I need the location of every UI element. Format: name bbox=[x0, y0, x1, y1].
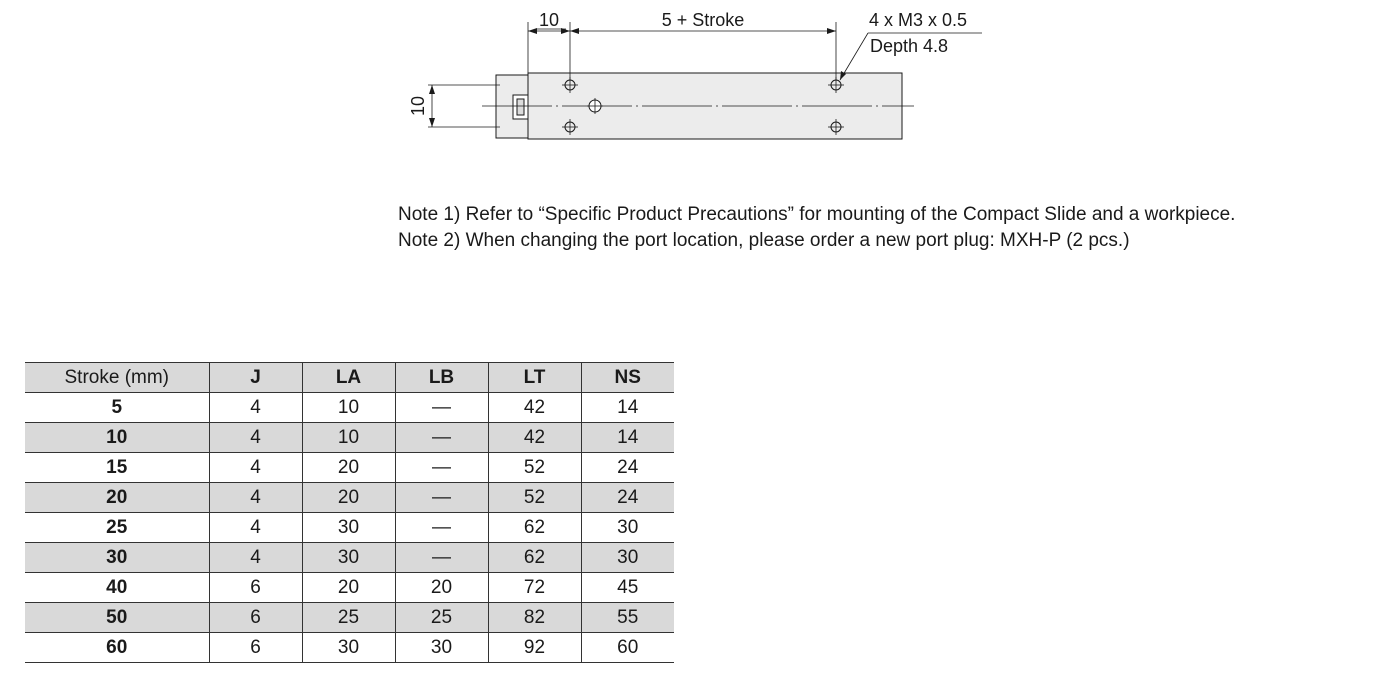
cell-stroke: 15 bbox=[25, 453, 209, 483]
table-header-row bbox=[25, 363, 674, 393]
cell-ns: 55 bbox=[581, 603, 674, 633]
cell-ns: 45 bbox=[581, 573, 674, 603]
table-row bbox=[25, 573, 674, 603]
cell-lb: — bbox=[395, 393, 488, 423]
cell-j: 4 bbox=[209, 483, 302, 513]
cell-stroke: 25 bbox=[25, 513, 209, 543]
technical-drawing bbox=[0, 0, 1400, 200]
header-ns: NS bbox=[581, 363, 674, 393]
cell-stroke: 20 bbox=[25, 483, 209, 513]
cell-stroke: 5 bbox=[25, 393, 209, 423]
header-lb: LB bbox=[395, 363, 488, 393]
cell-stroke: 60 bbox=[25, 633, 209, 663]
header-lt: LT bbox=[488, 363, 581, 393]
cell-lt: 62 bbox=[488, 543, 581, 573]
cell-lb: — bbox=[395, 423, 488, 453]
dimensions-table bbox=[25, 362, 674, 663]
cell-j: 4 bbox=[209, 393, 302, 423]
note-2: Note 2) When changing the port location, please order a new port plug: MXH-P (2 pcs.) bbox=[398, 230, 1130, 251]
cell-j: 4 bbox=[209, 423, 302, 453]
cell-la: 30 bbox=[302, 633, 395, 663]
cell-lt: 62 bbox=[488, 513, 581, 543]
cell-ns: 14 bbox=[581, 393, 674, 423]
table-row bbox=[25, 513, 674, 543]
cell-lb: 20 bbox=[395, 573, 488, 603]
cell-j: 4 bbox=[209, 453, 302, 483]
cell-lb: 25 bbox=[395, 603, 488, 633]
cell-stroke: 30 bbox=[25, 543, 209, 573]
cell-ns: 30 bbox=[581, 543, 674, 573]
cell-lt: 52 bbox=[488, 483, 581, 513]
cell-j: 6 bbox=[209, 603, 302, 633]
table-row bbox=[25, 393, 674, 423]
table-row bbox=[25, 483, 674, 513]
header-j: J bbox=[209, 363, 302, 393]
cell-ns: 14 bbox=[581, 423, 674, 453]
cell-j: 4 bbox=[209, 513, 302, 543]
cell-lt: 42 bbox=[488, 393, 581, 423]
cell-lb: — bbox=[395, 483, 488, 513]
cell-lt: 92 bbox=[488, 633, 581, 663]
header-la: LA bbox=[302, 363, 395, 393]
cell-la: 10 bbox=[302, 423, 395, 453]
stopper-inner bbox=[517, 99, 524, 115]
cell-la: 30 bbox=[302, 513, 395, 543]
cell-lt: 42 bbox=[488, 423, 581, 453]
table-row bbox=[25, 633, 674, 663]
cell-stroke: 40 bbox=[25, 573, 209, 603]
cell-lt: 52 bbox=[488, 453, 581, 483]
table-row bbox=[25, 603, 674, 633]
cell-lb: — bbox=[395, 543, 488, 573]
dim-offset-label: 10 bbox=[538, 10, 560, 30]
table-row bbox=[25, 423, 674, 453]
cell-la: 20 bbox=[302, 573, 395, 603]
cell-la: 30 bbox=[302, 543, 395, 573]
header-stroke: Stroke (mm) bbox=[25, 363, 209, 393]
cell-lt: 72 bbox=[488, 573, 581, 603]
cell-la: 25 bbox=[302, 603, 395, 633]
cell-j: 4 bbox=[209, 543, 302, 573]
cell-stroke: 50 bbox=[25, 603, 209, 633]
dim-height-label: 10 bbox=[408, 95, 428, 117]
cell-ns: 30 bbox=[581, 513, 674, 543]
cell-lb: — bbox=[395, 513, 488, 543]
dim-stroke-label: 5 + Stroke bbox=[661, 10, 745, 30]
table-row bbox=[25, 543, 674, 573]
cell-ns: 60 bbox=[581, 633, 674, 663]
cell-stroke: 10 bbox=[25, 423, 209, 453]
cell-la: 20 bbox=[302, 483, 395, 513]
note-1: Note 1) Refer to “Specific Product Precautions” for mounting of the Compact Slide and a workpiece. bbox=[398, 204, 1236, 225]
thread-spec-label: 4 x M3 x 0.5 bbox=[869, 10, 968, 30]
cell-lb: 30 bbox=[395, 633, 488, 663]
cell-j: 6 bbox=[209, 633, 302, 663]
cell-la: 20 bbox=[302, 453, 395, 483]
cell-j: 6 bbox=[209, 573, 302, 603]
cell-ns: 24 bbox=[581, 483, 674, 513]
table-row bbox=[25, 453, 674, 483]
cell-la: 10 bbox=[302, 393, 395, 423]
thread-depth-label: Depth 4.8 bbox=[870, 36, 949, 56]
cell-lb: — bbox=[395, 453, 488, 483]
cell-lt: 82 bbox=[488, 603, 581, 633]
cell-ns: 24 bbox=[581, 453, 674, 483]
